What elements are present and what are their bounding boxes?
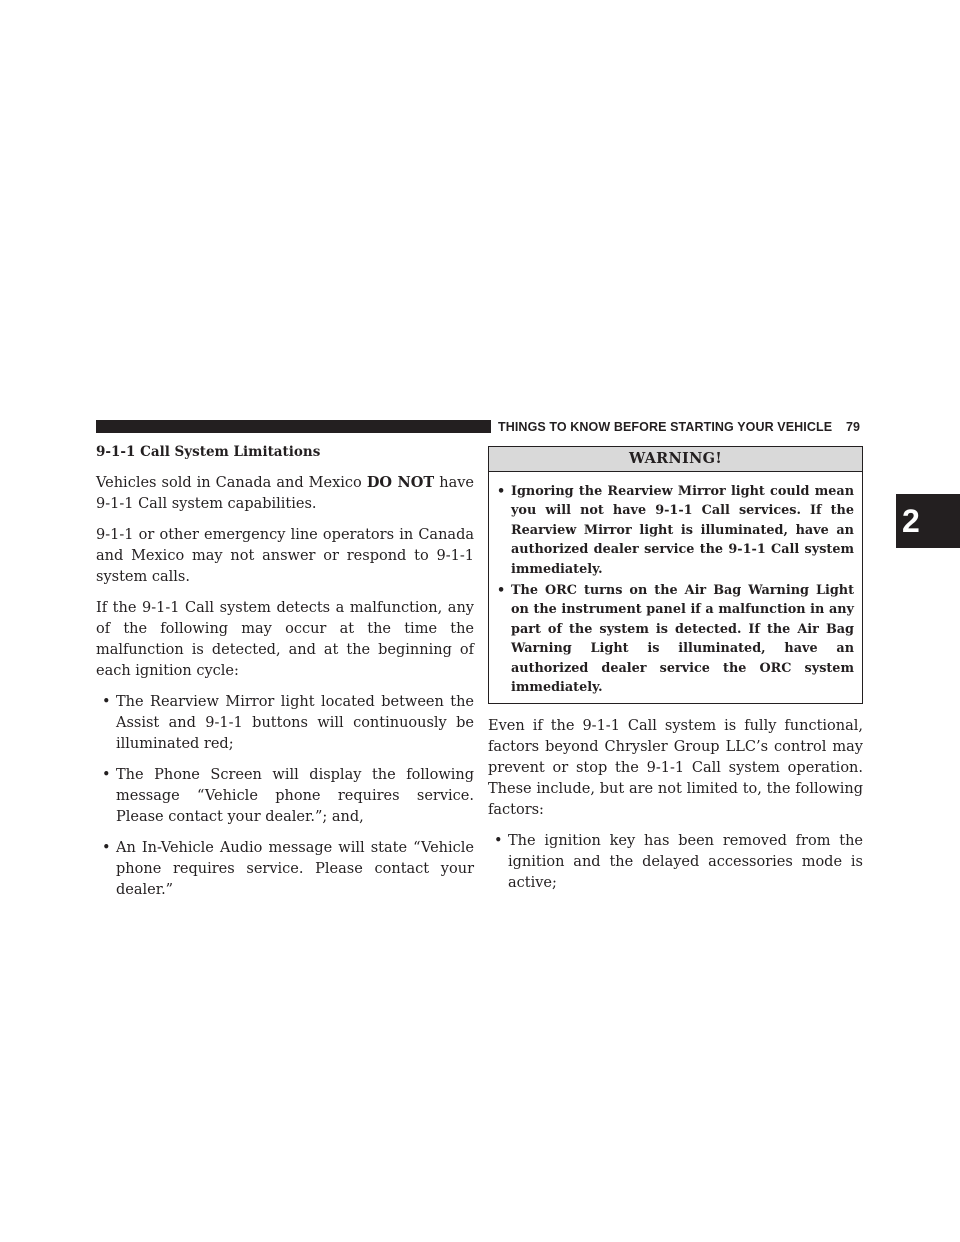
warning-title: WARNING! [489,447,862,472]
emphasis-do-not: DO NOT [366,474,435,491]
section-heading: 9-1-1 Call System Limitations [96,444,321,460]
list-item [96,838,474,901]
right-column [488,446,863,904]
warning-box [488,446,863,704]
chapter-tab: 2 [896,494,960,548]
running-header-title: THINGS TO KNOW BEFORE STARTING YOUR VEHICLE [498,420,833,434]
bullet-icon: • [102,840,111,856]
paragraph-text: have 9-1-1 Call system capabilities. [96,475,474,512]
warning-item-text: Ignoring the Rearview Mirror light could mean you will not have 9-1-1 Call services. If the Rearview Mirror light is illuminated, have an authorized dealer service the 9-1-1 Call system immediately. [511,484,854,577]
list-item [96,765,474,828]
bullet-icon: • [497,583,506,599]
bullet-icon: • [102,767,111,783]
paragraph-operators: 9-1-1 or other emergency line operators in Canada and Mexico may not answer or respond to 9-1-1 system calls. [96,527,474,585]
page-number: 79 [846,420,860,434]
list-item-text: An In-Vehicle Audio message will state “Vehicle phone requires service. Please contact your dealer.” [116,840,474,898]
list-item-text: The Rearview Mirror light located between the Assist and 9-1-1 buttons will continuously be illuminated red; [116,694,474,752]
malfunction-list [96,692,474,901]
list-item-text: The Phone Screen will display the following message “Vehicle phone requires service. Please contact your dealer.”; and, [116,767,474,825]
list-item-text: The ignition key has been removed from the ignition and the delayed accessories mode is active; [508,833,863,892]
paragraph-factors: Even if the 9-1-1 Call system is fully functional, factors beyond Chrysler Group LLC’s control may prevent or stop the 9-1-1 Call system operation. These include, but are not limited to, the following factors: [488,718,863,819]
header-rule [96,420,491,433]
bullet-icon: • [497,484,506,499]
left-column [96,442,474,911]
list-item [96,692,474,755]
factors-list [488,831,863,894]
list-item [488,831,863,894]
warning-body [489,472,862,703]
paragraph-text: Vehicles sold in Canada and Mexico [96,475,367,491]
warning-item [497,581,854,697]
bullet-icon: • [494,833,503,850]
bullet-icon: • [102,694,111,710]
warning-list [497,482,854,697]
warning-item-text: The ORC turns on the Air Bag Warning Light on the instrument panel if a malfunction in any part of the system is detected. If the Air Bag Warning Light is illuminated, have an authorized dealer service the ORC system immediately. [511,583,854,696]
paragraph-malfunction: If the 9-1-1 Call system detects a malfunction, any of the following may occur at the time the malfunction is detected, and at the beginning of each ignition cycle: [96,600,474,679]
paragraph-canada-mexico [96,472,474,515]
warning-item [497,482,854,579]
